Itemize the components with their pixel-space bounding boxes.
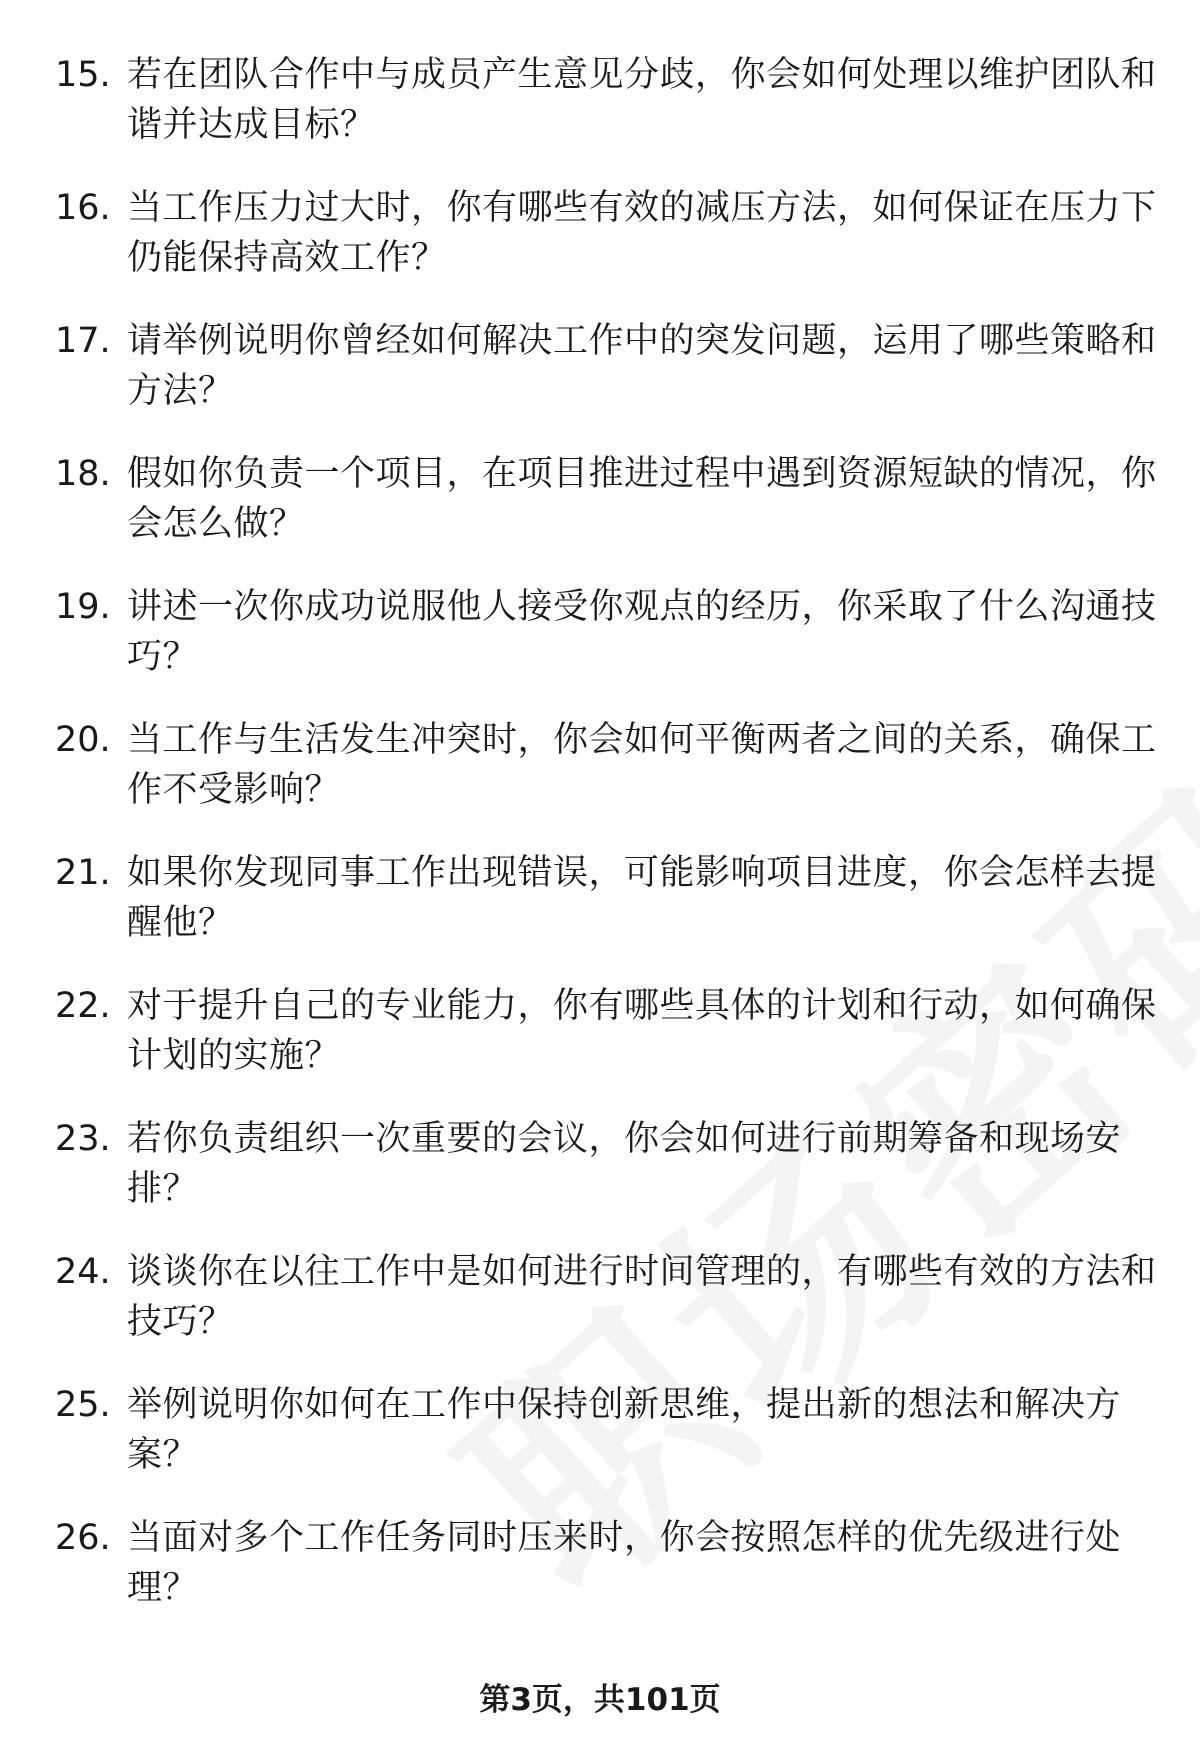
list-item: [0, 715, 1200, 848]
question-number: 19.: [55, 587, 111, 627]
question-text: 假如你负责一个项目，在项目推进过程中遇到资源短缺的情况，你会怎么做？: [127, 454, 1157, 544]
question-text: 举例说明你如何在工作中保持创新思维，提出新的想法和解决方案？: [127, 1385, 1122, 1475]
question-number: 16.: [55, 188, 111, 228]
question-list: [0, 50, 1200, 1646]
question-text: 如果你发现同事工作出现错误，可能影响项目进度，你会怎样去提醒他？: [127, 853, 1157, 943]
question-number: 22.: [55, 986, 111, 1026]
question-number: 26.: [55, 1518, 111, 1558]
question-text: 若在团队合作中与成员产生意见分歧，你会如何处理以维护团队和谐并达成目标？: [127, 55, 1157, 145]
question-text: 对于提升自己的专业能力，你有哪些具体的计划和行动，如何确保计划的实施？: [127, 986, 1157, 1076]
question-number: 20.: [55, 720, 111, 760]
question-text: 当工作与生活发生冲突时，你会如何平衡两者之间的关系，确保工作不受影响？: [127, 720, 1157, 810]
question-number: 17.: [55, 321, 111, 361]
question-number: 15.: [55, 55, 111, 95]
question-number: 24.: [55, 1252, 111, 1292]
question-text: 若你负责组织一次重要的会议，你会如何进行前期筹备和现场安排？: [127, 1119, 1122, 1209]
question-text: 当面对多个工作任务同时压来时，你会按照怎样的优先级进行处理？: [127, 1518, 1122, 1608]
list-item: [0, 316, 1200, 449]
question-text: 请举例说明你曾经如何解决工作中的突发问题，运用了哪些策略和方法？: [127, 321, 1157, 411]
question-text: 讲述一次你成功说服他人接受你观点的经历，你采取了什么沟通技巧？: [127, 587, 1157, 677]
question-text: 谈谈你在以往工作中是如何进行时间管理的，有哪些有效的方法和技巧？: [127, 1252, 1157, 1342]
question-number: 21.: [55, 853, 111, 893]
list-item: [0, 848, 1200, 981]
question-text: 当工作压力过大时，你有哪些有效的减压方法，如何保证在压力下仍能保持高效工作？: [127, 188, 1157, 278]
list-item: [0, 449, 1200, 582]
list-item: [0, 1513, 1200, 1646]
question-number: 23.: [55, 1119, 111, 1159]
page-footer: 第3页，共101页: [479, 1682, 721, 1718]
list-item: [0, 50, 1200, 183]
list-item: [0, 1114, 1200, 1247]
list-item: [0, 582, 1200, 715]
question-number: 18.: [55, 454, 111, 494]
list-item: [0, 183, 1200, 316]
list-item: [0, 981, 1200, 1114]
list-item: [0, 1247, 1200, 1380]
list-item: [0, 1380, 1200, 1513]
question-number: 25.: [55, 1385, 111, 1425]
